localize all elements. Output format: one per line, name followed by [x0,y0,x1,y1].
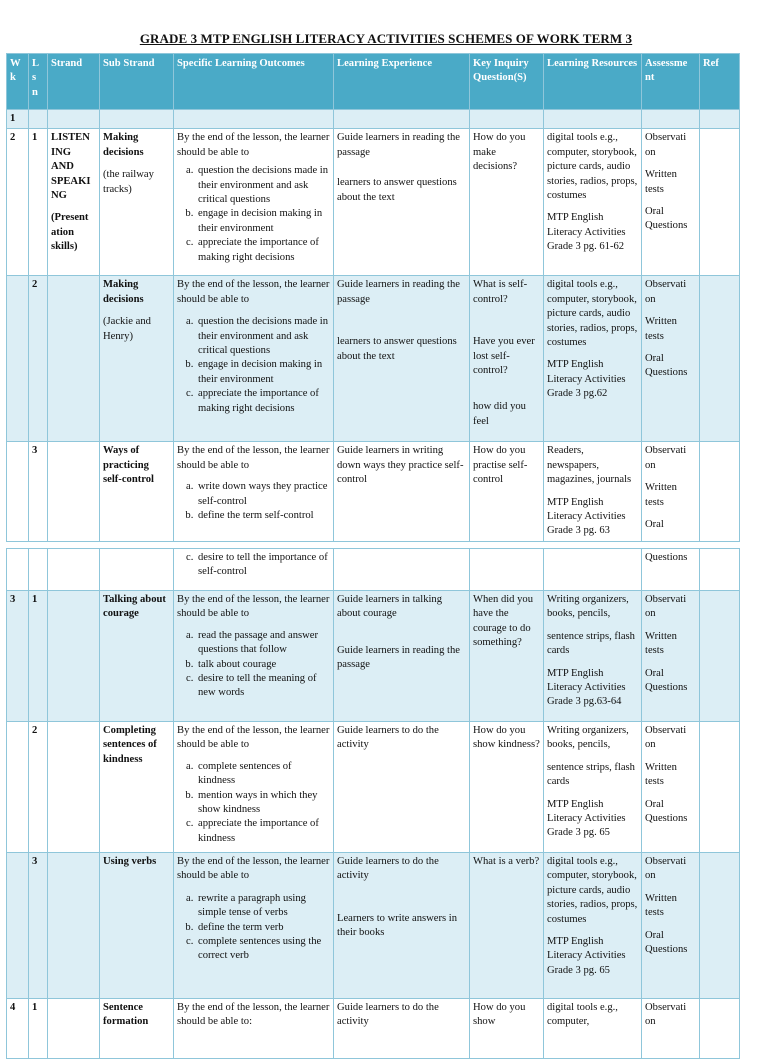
resource-text: digital tools e.g., computer, storybook, picture cards, audio stories, radios, props, costumes [547,279,638,349]
outcome-intro: By the end of the lesson, the learner should be able to [177,725,330,751]
assessment-item: Written tests [645,316,677,342]
experience-text: learners to answer questions about the text [337,177,457,203]
outcome-item: b. define the term verb [196,921,330,935]
sub-strand-name: Talking about courage [103,594,166,620]
col-header-outcomes: Specific Learning Outcomes [174,54,334,110]
ref-cell [700,999,740,1059]
outcomes-cell [174,999,334,1059]
outcome-item: a. question the decisions made in their environment and ask critical questions [196,164,330,207]
document-title: GRADE 3 MTP ENGLISH LITERACY ACTIVITIES SCHEMES OF WORK TERM 3 [139,31,633,46]
assessment-item: Written tests [645,892,677,919]
inquiry-question: Have you ever lost self-control? [473,336,535,377]
week-cell: 4 [7,999,29,1059]
outcomes-cell [174,442,334,541]
ref-cell [700,853,740,999]
sub-strand-cell [100,442,174,541]
outcome-list [177,315,330,416]
inquiry-cell [470,442,544,541]
lesson-cell: 1 [29,999,48,1059]
inquiry-cell [470,853,544,999]
week-cell [7,442,29,541]
sub-strand-cell [100,999,174,1059]
strand-cell [48,276,100,442]
assessment-item: Oral Questions [645,798,688,825]
strand-cell [48,853,100,999]
outcome-item: b. talk about courage [196,658,330,672]
outcomes-cell [174,129,334,276]
resources-cell [544,722,642,853]
assessment-item: Oral [645,519,664,531]
outcome-item: a. write down ways they practice self-control [196,480,330,509]
inquiry-cell [470,999,544,1059]
sub-strand-name: Ways of practicing self-control [103,445,154,486]
outcome-item: a. rewrite a paragraph using simple tense of verbs [196,892,330,921]
sub-strand-name: Completing sentences of kindness [103,725,157,765]
resource-text: sentence strips, flash cards [547,761,635,788]
outcome-intro: By the end of the lesson, the learner should be able to [177,594,330,620]
resource-text: Readers, newspapers, magazines, journals [547,445,632,486]
outcome-item: a. question the decisions made in their environment and ask critical questions [196,315,330,358]
sub-strand-note: (the railway tracks) [103,169,154,195]
inquiry-cell [470,129,544,276]
experience-cell [334,722,470,853]
resource-text: MTP English Literacy Activities Grade 3 pg. 61-62 [547,212,626,253]
resources-cell [544,591,642,722]
outcome-item: b. define the term self-control [196,509,330,523]
experience-text: Guide learners in writing down ways they practice self-control [337,445,464,486]
resource-text: sentence strips, flash cards [547,630,635,657]
sub-strand-cell [100,276,174,442]
outcome-list [177,760,330,846]
table-row [7,549,740,591]
inquiry-question: When did you have the courage to do something? [473,594,534,649]
col-header-inquiry: Key Inquiry Question(S) [470,54,544,110]
assessment-item: Observati on [645,132,687,158]
header-row [7,54,740,110]
strand-name: LISTEN ING AND SPEAKI NG [51,132,91,202]
experience-text: Learners to write answers in their books [337,912,458,939]
sub-strand-note: (Jackie and Henry) [103,316,151,342]
sub-strand-cell [100,853,174,999]
ref-cell [700,442,740,541]
outcome-item: c. complete sentences using the correct verb [196,935,330,964]
table-row [7,442,740,541]
lesson-cell: 1 [29,591,48,722]
experience-cell [334,442,470,541]
col-header-assessment: Assessme nt [642,54,700,110]
strand-cell [48,999,100,1059]
inquiry-question: how did you feel [473,401,526,427]
outcomes-cell [174,591,334,722]
inquiry-question: How do you practise self-control [473,445,528,486]
experience-text: Guide learners in reading the passage [337,279,460,305]
assessment-cell [642,999,700,1059]
experience-text: Guide learners to do the activity [337,856,439,882]
col-header-sub-strand: Sub Strand [100,54,174,110]
experience-cell [334,853,470,999]
week-cell [7,853,29,999]
week-cell [7,276,29,442]
strand-cell [48,591,100,722]
inquiry-cell [470,276,544,442]
assessment-item: Observati on [645,1002,687,1028]
assessment-item: Observati on [645,594,687,620]
outcome-list [177,892,330,964]
outcomes-cell [174,722,334,853]
experience-text: learners to answer questions about the text [337,336,457,362]
outcomes-cell [174,276,334,442]
resources-cell [544,999,642,1059]
table-row [7,591,740,722]
table-row [7,999,740,1059]
week-cell: 2 [7,129,29,276]
outcome-intro: By the end of the lesson, the learner should be able to [177,279,330,305]
week-cell: 1 [7,110,29,129]
lesson-cell: 2 [29,276,48,442]
assessment-item: Oral Questions [645,353,688,379]
inquiry-question: How do you make decisions? [473,132,526,173]
resources-cell [544,276,642,442]
resource-text: Writing organizers, books, pencils, [547,594,629,620]
outcome-item: b. engage in decision making in their environment [196,207,330,236]
experience-text: Guide learners to do the activity [337,1002,439,1028]
experience-text: Guide learners in talking about courage [337,594,443,620]
outcome-item: b. mention ways in which they show kindness [196,789,330,818]
resource-text: digital tools e.g., computer, [547,1002,618,1028]
assessment-cell [642,276,700,442]
assessment-cell [642,549,700,591]
table-row [7,129,740,276]
resources-cell [544,442,642,541]
inquiry-question: How do you show kindness? [473,725,540,751]
outcome-list [177,551,330,580]
col-header-ref: Ref [700,54,740,110]
assessment-item: Observati on [645,279,687,305]
scheme-table-part-1 [6,53,740,542]
experience-text: Guide learners in reading the passage [337,644,460,671]
outcome-item: a. read the passage and answer questions that follow [196,629,330,658]
table-row-week-1 [7,110,740,129]
resource-text: digital tools e.g., computer, storybook, picture cards, audio stories, radios, props, costumes [547,856,638,925]
experience-cell [334,591,470,722]
experience-text: Guide learners to do the activity [337,725,439,751]
experience-text: Guide learners in reading the passage [337,132,460,158]
experience-cell [334,999,470,1059]
lesson-cell: 3 [29,442,48,541]
sub-strand-cell [100,129,174,276]
inquiry-question: What is self-control? [473,279,528,305]
ref-cell [700,722,740,853]
scheme-table-part-2 [6,548,740,1059]
inquiry-cell [470,591,544,722]
strand-cell [48,129,100,276]
resource-text: MTP English Literacy Activities Grade 3 pg.63-64 [547,667,626,708]
table-row [7,276,740,442]
assessment-item: Observati on [645,856,687,882]
lesson-cell: 3 [29,853,48,999]
assessment-item: Observati on [645,725,687,751]
outcome-list [177,629,330,701]
outcome-item: a. complete sentences of kindness [196,760,330,789]
outcome-item: c. appreciate the importance of kindness [196,817,330,846]
col-header-strand: Strand [48,54,100,110]
resource-text: MTP English Literacy Activities Grade 3 pg. 65 [547,936,626,976]
sub-strand-name: Making decisions [103,279,144,305]
strand-cell [48,442,100,541]
week-cell: 3 [7,591,29,722]
outcome-intro: By the end of the lesson, the learner should be able to: [177,1002,330,1028]
assessment-item: Written tests [645,630,677,657]
ref-cell [700,276,740,442]
col-header-experience: Learning Experience [334,54,470,110]
outcome-intro: By the end of the lesson, the learner should be able to [177,132,330,158]
assessment-item: Observati on [645,445,687,471]
assessment-cell [642,853,700,999]
ref-cell [700,591,740,722]
sub-strand-cell [100,722,174,853]
assessment-item: Oral Questions [645,206,688,232]
table-row [7,722,740,853]
outcome-item: c. desire to tell the importance of self-control [196,551,330,580]
assessment-item: Written tests [645,169,677,195]
inquiry-cell [470,722,544,853]
resource-text: Writing organizers, books, pencils, [547,725,629,751]
outcome-intro: By the end of the lesson, the learner should be able to [177,445,330,471]
outcome-item: c. desire to tell the meaning of new words [196,672,330,701]
strand-note: (Present ation skills) [51,212,89,253]
outcomes-cell [174,853,334,999]
outcome-intro: By the end of the lesson, the learner should be able to [177,856,330,882]
outcomes-cell [174,549,334,591]
strand-cell [48,722,100,853]
resource-text: MTP English Literacy Activities Grade 3 pg. 63 [547,496,626,537]
assessment-cell [642,722,700,853]
outcome-item: c. appreciate the importance of making right decisions [196,236,330,265]
resources-cell [544,129,642,276]
assessment-item: Written tests [645,761,677,788]
inquiry-question: How do you show [473,1002,526,1028]
sub-strand-name: Making decisions [103,132,144,158]
lesson-cell: 2 [29,722,48,853]
outcome-item: b. engage in decision making in their environment [196,358,330,387]
outcome-list [177,164,330,265]
col-header-resources: Learning Resources [544,54,642,110]
experience-cell [334,276,470,442]
sub-strand-cell [100,591,174,722]
inquiry-question: What is a verb? [473,856,540,867]
sub-strand-name: Sentence formation [103,1002,149,1028]
assessment-cell [642,442,700,541]
resource-text: MTP English Literacy Activities Grade 3 pg.62 [547,359,626,400]
assessment-cell [642,591,700,722]
assessment-item: Oral Questions [645,929,688,956]
experience-cell [334,129,470,276]
lesson-cell: 1 [29,129,48,276]
assessment-cell [642,129,700,276]
week-cell [7,722,29,853]
resource-text: digital tools e.g., computer, storybook, picture cards, audio stories, radios, props, costumes [547,132,638,202]
table-row [7,853,740,999]
resources-cell [544,853,642,999]
assessment-item: Oral Questions [645,667,688,694]
col-header-lesson: L s n [29,54,48,110]
outcome-list [177,480,330,523]
col-header-week: W k [7,54,29,110]
outcome-item: c. appreciate the importance of making right decisions [196,387,330,416]
assessment-item: Questions [645,552,688,563]
sub-strand-name: Using verbs [103,856,157,867]
resource-text: MTP English Literacy Activities Grade 3 pg. 65 [547,798,626,839]
assessment-item: Written tests [645,482,677,508]
ref-cell [700,129,740,276]
